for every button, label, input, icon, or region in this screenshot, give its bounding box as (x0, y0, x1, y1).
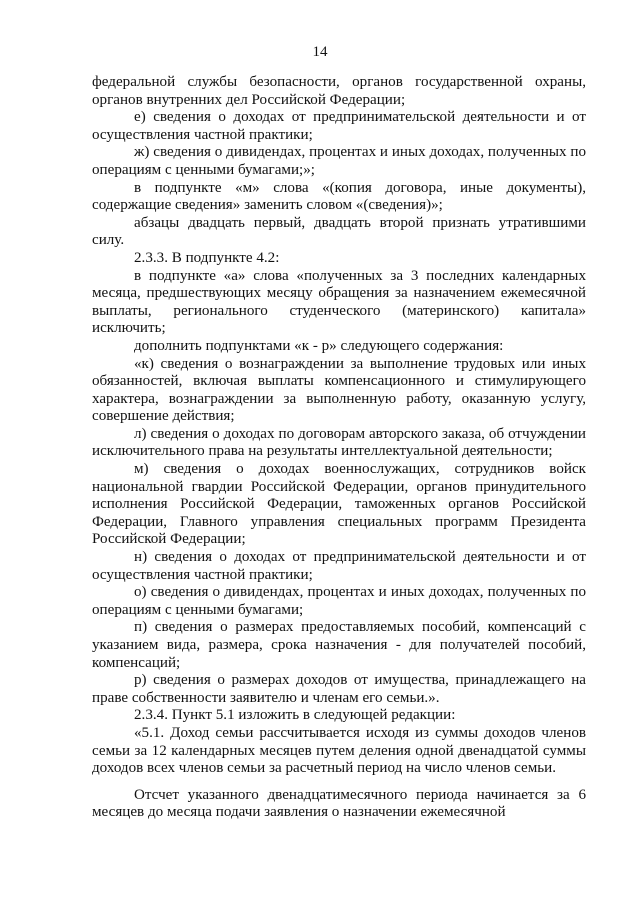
paragraph: п) сведения о размерах предоставляемых пособий, компенсаций с указанием вида, размера, срока назначения - для получателей пособий, компенсаций; (92, 619, 586, 671)
paragraph: 2.3.3. В подпункте 4.2: (134, 249, 280, 266)
paragraph: ж) сведения о дивидендах, процентах и иных доходах, полученных по операциям с ценными бумагами;»; (92, 144, 586, 178)
paragraph: 2.3.4. Пункт 5.1 изложить в следующей редакции: (134, 707, 456, 724)
page-number: 14 (312, 44, 328, 60)
document-body (92, 74, 586, 822)
paragraph: в подпункте «а» слова «полученных за 3 последних календарных месяца, предшествующих месяцу обращения за назначением ежемесячной выплаты, регионального студенческого (материнского) капитала» исключить; (92, 267, 586, 337)
paragraph: «5.1. Доход семьи рассчитывается исходя из суммы доходов членов семьи за 12 календарных месяцев путем деления одной двенадцатой суммы доходов всех членов семьи за расчетный период на число членов семьи. (92, 724, 586, 777)
paragraph: р) сведения о размерах доходов от имущества, принадлежащего на праве собственности заявителю и членам его семьи.». (92, 672, 586, 706)
paragraph: м) сведения о доходах военнослужащих, сотрудников войск национальной гвардии Российской Федерации, органов принудительного исполнения Российской Федерации, таможенных органов Российской Федерации, Главного управления специальных программ Президента Российской Федерации; (92, 461, 586, 548)
paragraph: е) сведения о доходах от предпринимательской деятельности и от осуществления частной практики; (92, 109, 586, 143)
paragraph: федеральной службы безопасности, органов государственной охраны, органов внутренних дел Российской Федерации; (92, 74, 586, 108)
paragraph: н) сведения о доходах от предпринимательской деятельности и от осуществления частной практики; (92, 549, 586, 583)
paragraph: «к) сведения о вознаграждении за выполнение трудовых или иных обязанностей, включая выплаты компенсационного и стимулирующего характера, вознаграждении за выполненную работу, оказанную услугу, совершение действия; (92, 355, 586, 425)
paragraph: Отсчет указанного двенадцатимесячного периода начинается за 6 месяцев до месяца подачи заявления о назначении ежемесячной (92, 786, 586, 821)
paragraph: абзацы двадцать первый, двадцать второй признать утратившими силу. (92, 214, 586, 249)
paragraph: о) сведения о дивидендах, процентах и иных доходах, полученных по операциям с ценными бумагами; (92, 584, 586, 618)
paragraph: в подпункте «м» слова «(копия договора, иные документы), содержащие сведения» заменить словом «(сведения)»; (92, 179, 586, 214)
paragraph: л) сведения о доходах по договорам авторского заказа, об отчуждении исключительного права на результаты интеллектуальной деятельности; (92, 425, 586, 460)
paragraph: дополнить подпунктами «к - р» следующего содержания: (134, 337, 504, 354)
